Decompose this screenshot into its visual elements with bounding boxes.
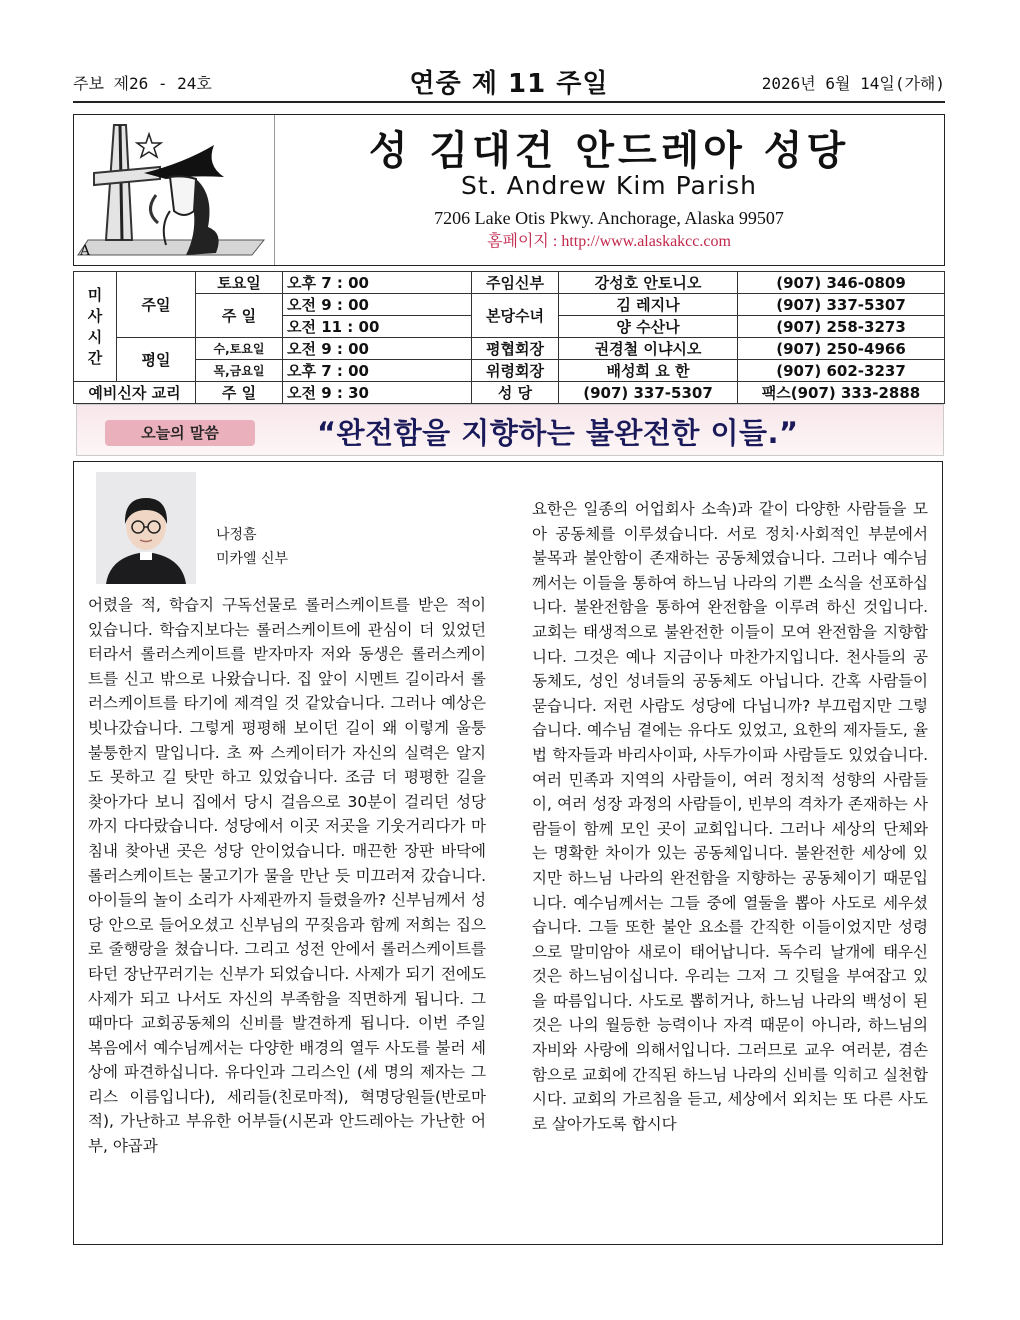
mass-day: 주 일 xyxy=(196,382,283,404)
mass-time-section-label: 미 사 시 간 xyxy=(74,272,117,382)
staff-name: 강성호 안토니오 xyxy=(559,272,738,294)
fax-number: 팩스(907) 333-2888 xyxy=(738,382,945,404)
top-bar xyxy=(73,63,945,99)
parish-address: 7206 Lake Otis Pkwy. Anchorage, Alaska 99507 xyxy=(434,208,784,228)
parish-header xyxy=(73,114,945,266)
table-row xyxy=(74,294,945,316)
week-title: 연중 제 11 주일 xyxy=(409,69,609,99)
mass-day: 수,토요일 xyxy=(196,338,283,360)
staff-role: 위령회장 xyxy=(472,360,559,382)
mass-day: 토요일 xyxy=(196,272,283,294)
mass-day: 목,금요일 xyxy=(196,360,283,382)
staff-name: 권경철 이냐시오 xyxy=(559,338,738,360)
staff-name: 김 레지나 xyxy=(559,294,738,316)
table-row xyxy=(74,272,945,294)
parish-homepage xyxy=(274,228,944,251)
issue-date: 2026년 6월 14일(가해) xyxy=(761,74,945,93)
staff-name: 배성희 요 한 xyxy=(559,360,738,382)
logo-letter: A xyxy=(80,243,91,259)
parish-name-english: St. Andrew Kim Parish xyxy=(461,171,757,200)
office-phone: (907) 337-5307 xyxy=(559,382,738,404)
priest-portrait-icon xyxy=(96,472,196,584)
staff-role: 주임신부 xyxy=(472,272,559,294)
mass-time: 오후 7 : 00 xyxy=(283,360,472,382)
homepage-label: 홈페이지 : xyxy=(487,233,558,250)
weekday-group-label: 평일 xyxy=(117,338,196,382)
staff-phone: (907) 337-5307 xyxy=(738,294,945,316)
top-divider xyxy=(73,101,945,103)
mass-time: 오전 9 : 00 xyxy=(283,338,472,360)
table-row xyxy=(74,338,945,360)
table-row xyxy=(74,382,945,404)
mass-day: 주 일 xyxy=(196,294,283,338)
parish-name-korean: 성 김대건 안드레아 성당 xyxy=(368,127,850,174)
staff-role: 평협회장 xyxy=(472,338,559,360)
mass-time: 오전 9 : 00 xyxy=(283,294,472,316)
parish-logo xyxy=(74,115,275,265)
todays-word-banner xyxy=(76,404,944,456)
mass-time: 오전 11 : 00 xyxy=(283,316,472,338)
issue-number: 주보 제26 - 24호 xyxy=(73,74,212,93)
sunday-group-label: 주일 xyxy=(117,272,196,338)
table-row xyxy=(74,360,945,382)
catechumen-label: 예비신자 교리 xyxy=(74,382,196,404)
office-label: 성 당 xyxy=(472,382,559,404)
staff-role: 본당수녀 xyxy=(472,294,559,338)
author-name: 나정흠 xyxy=(216,527,257,543)
todays-word-tag: 오늘의 말씀 xyxy=(105,420,255,446)
article-text-right-column: 요한은 일종의 어업회사 소속)과 같이 다양한 사람들을 모아 공동체를 이루셨습니다. 서로 정치·사회적인 부분에서 불목과 불안함이 존재하는 공동체였습니다. 그러나 예수님께서는 이들을 통하여 하느님 나라의 기쁜 소식을 선포하십니다. 불완전함을 통하여 완전함을 이루려 하신 것입니다. 교회는 태생적으로 불완전한 이들이 모여 완전함을 지향합니다. 그것은 예나 지금이나 마찬가지입니다. 천사들의 공동체도, 성인 성녀들의 공동체도 아닙니다. 간혹 사람들이 묻습니다. 저런 사람도 성당에 다닙니까? 부끄럽지만 그렇습니다. 예수님 곁에는 유다도 있었고, 요한의 제자들도, 율법 학자들과 바리사이파, 사두가이파 사람들도 있었습니다. 여러 민족과 지역의 사람들이, 여러 정치적 성향의 사람들이, 여러 성장 과정의 사람들이, 빈부의 격차가 존재하는 사람들이 함께 모인 곳이 교회입니다. 그러나 세상의 단체와는 명확한 차이가 있는 공동체입니다. 불완전한 세상에 있지만 하느님 나라의 완전함을 지향하는 공동체이기 때문입니다. 예수님께서는 그들 중에 열둘을 뽑아 사도로 세우셨습니다. 그들 또한 불안 요소를 간직한 이들이었지만 성령으로 말미암아 새로이 태어납니다. 독수리 날개에 태우신 것은 하느님이십니다. 우리는 그저 그 깃털을 부여잡고 있을 따름입니다. 사도로 뽑히거나, 하느님 나라의 백성이 된 것은 나의 월등한 능력이나 자격 때문이 아니라, 하느님의 자비와 사랑에 의해서입니다. 그러므로 교우 여러분, 겸손함으로 교회에 간직된 하느님 나라의 신비를 익히고 실천합시다. 교회의 가르침을 듣고, 세상에서 외치는 또 다른 사도로 살아가도록 합시다 xyxy=(532,500,928,1133)
staff-phone: (907) 250-4966 xyxy=(738,338,945,360)
author-photo xyxy=(96,472,196,584)
article-text-left-column: 어렸을 적, 학습지 구독선물로 롤러스케이트를 받은 적이 있습니다. 학습지보다는 롤러스케이트에 관심이 더 있었던 터라서 롤러스케이트를 받자마자 저와 동생은 롤러스케이트를 신고 밖으로 나왔습니다. 집 앞이 시멘트 길이라서 롤러스케이트를 타기에 제격일 것 같았습니다. 그러나 예상은 빗나갔습니다. 그렇게 평평해 보이던 길이 왜 이렇게 울퉁불퉁한지 말입니다. 초 짜 스케이터가 자신의 실력은 알지도 못하고 길 탓만 하고 있었습니다. 조금 더 평평한 길을 찾아가다 보니 집에서 당시 걸음으로 30분이 걸리던 성당까지 다다랐습니다. 성당에서 이곳 저곳을 기웃거리다가 마침내 찾아낸 곳은 성당 안이었습니다. 매끈한 장판 바닥에 롤러스케이트는 물고기가 물을 만난 듯 미끄러져 갔습니다. 아이들의 놀이 소리가 사제관까지 들렸을까? 신부님께서 성당 안으로 들어오셨고 신부님의 꾸짖음과 함께 저희는 집으로 줄행랑을 쳤습니다. 그리고 성전 안에서 롤러스케이트를 타던 장난꾸러기는 신부가 되었습니다. 사제가 되기 전에도 사제가 되고 나서도 자신의 부족함을 직면하게 됩니다. 그때마다 교회공동체의 신비를 발견하게 됩니다. 이번 주일 복음에서 예수님께서는 다양한 배경의 열두 사도를 불러 세상에 파견하십니다. 유다인과 그리스인 (세 명의 제자는 그리스 이름입니다), 세리들(친로마적), 혁명당원들(반로마적), 가난하고 부유한 어부들(시몬과 안드레아는 가난한 어부, 야곱과 xyxy=(88,596,486,1156)
staff-phone: (907) 346-0809 xyxy=(738,272,945,294)
staff-phone: (907) 258-3273 xyxy=(738,316,945,338)
staff-phone: (907) 602-3237 xyxy=(738,360,945,382)
todays-word-headline: “완전함을 지향하는 불완전한 이들.” xyxy=(317,416,799,450)
mass-schedule-table xyxy=(73,271,945,404)
mass-time: 오후 7 : 00 xyxy=(283,272,472,294)
mass-time: 오전 9 : 30 xyxy=(283,382,472,404)
homily-article xyxy=(73,461,943,1245)
staff-name: 양 수산나 xyxy=(559,316,738,338)
cross-and-saint-logo-icon xyxy=(74,115,272,263)
author-title: 미카엘 신부 xyxy=(216,551,289,567)
homepage-link[interactable]: http://www.alaskakcc.com xyxy=(561,233,731,250)
